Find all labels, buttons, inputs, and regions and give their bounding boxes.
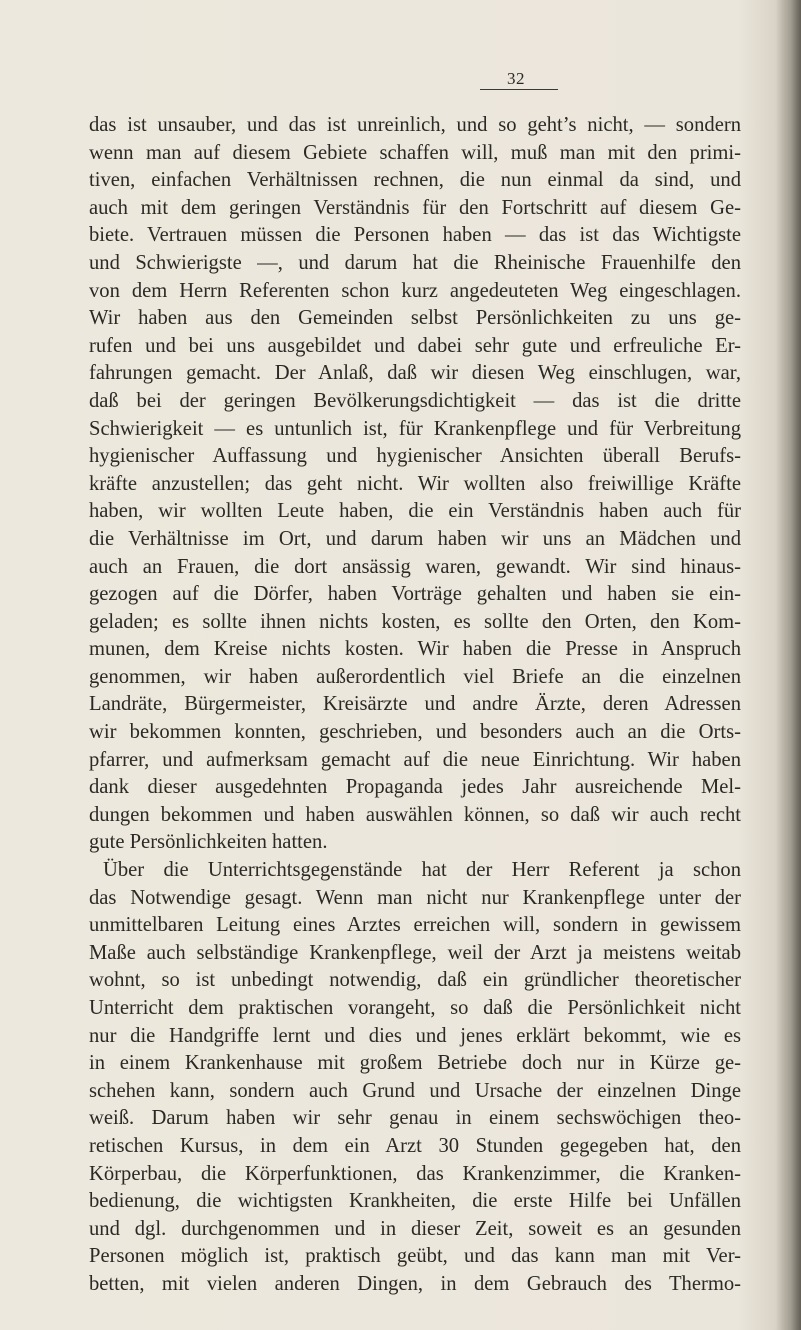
- text-line: gezogen auf die Dörfer, haben Vorträge gehalten und haben sie ein-: [89, 583, 741, 606]
- text-line: dank dieser ausgedehnten Propaganda jedes Jahr ausreichende Mel-: [89, 776, 741, 799]
- text-line: Landräte, Bürgermeister, Kreisärzte und andre Ärzte, deren Adressen: [89, 693, 741, 716]
- text-line: biete. Vertrauen müssen die Personen haben — das ist das Wichtigste: [89, 224, 741, 247]
- text-line: das ist unsauber, und das ist unreinlich, und so geht’s nicht, — sondern: [89, 114, 741, 136]
- text-line: schehen kann, sondern auch Grund und Ursache der einzelnen Dinge: [89, 1079, 741, 1102]
- text-line: gute Persönlichkeiten hatten.: [89, 831, 328, 854]
- text-line: kräfte anzustellen; das geht nicht. Wir wollten also freiwillige Kräfte: [89, 472, 741, 495]
- text-line: auch an Frauen, die dort ansässig waren, gewandt. Wir sind hinaus-: [89, 555, 741, 578]
- text-line: Unterricht dem praktischen vorangeht, so daß die Persönlichkeit nicht: [89, 997, 741, 1019]
- text-line: genommen, wir haben außerordentlich viel Briefe an die einzelnen: [89, 665, 741, 688]
- text-line: nur die Handgriffe lernt und dies und jenes erklärt bekommt, wie es: [89, 1024, 741, 1047]
- text-line: Über die Unterrichtsgegenstände hat der Herr Referent ja schon: [103, 859, 741, 882]
- text-line: tiven, einfachen Verhältnissen rechnen, die nun einmal da sind, und: [89, 169, 741, 192]
- text-line: munen, dem Kreise nichts kosten. Wir haben die Presse in Anspruch: [89, 638, 741, 661]
- page-edge-shadow: [775, 0, 801, 1330]
- text-line: Personen möglich ist, praktisch geübt, und das kann man mit Ver-: [89, 1245, 741, 1268]
- text-line: wohnt, so ist unbedingt notwendig, daß ein gründlicher theoretischer: [89, 969, 741, 992]
- text-line: unmittelbaren Leitung eines Arztes erreichen will, sondern in gewissem: [89, 914, 741, 937]
- page-number-rule: [480, 89, 558, 90]
- text-line: auch mit dem geringen Verständnis für den Fortschritt auf diesem Ge-: [89, 196, 741, 219]
- text-line: das Notwendige gesagt. Wenn man nicht nur Krankenpflege unter der: [89, 886, 741, 909]
- page-number: 32: [507, 69, 525, 88]
- text-line: hygienischer Auffassung und hygienischer Ansichten überall Berufs-: [89, 445, 741, 468]
- text-line: Maße auch selbständige Krankenpflege, weil der Arzt ja meistens weitab: [89, 941, 741, 964]
- text-line: Schwierigkeit — es untunlich ist, für Krankenpflege und für Verbreitung: [89, 417, 741, 440]
- text-line: bedienung, die wichtigsten Krankheiten, die erste Hilfe bei Unfällen: [89, 1190, 741, 1213]
- text-line: fahrungen gemacht. Der Anlaß, daß wir diesen Weg einschlugen, war,: [89, 362, 741, 385]
- text-line: haben, wir wollten Leute haben, die ein Verständnis haben auch für: [89, 500, 741, 523]
- text-line: von dem Herrn Referenten schon kurz angedeuteten Weg eingeschlagen.: [89, 279, 741, 302]
- text-line: Wir haben aus den Gemeinden selbst Persönlichkeiten zu uns ge-: [89, 307, 741, 330]
- text-line: rufen und bei uns ausgebildet und dabei sehr gute und erfreuliche Er-: [89, 334, 741, 357]
- text-line: dungen bekommen und haben auswählen können, so daß wir auch recht: [89, 803, 741, 826]
- text-line: geladen; es sollte ihnen nichts kosten, es sollte den Orten, den Kom-: [89, 610, 741, 633]
- text-line: wenn man auf diesem Gebiete schaffen will, muß man mit den primi-: [89, 141, 741, 164]
- text-line: daß bei der geringen Bevölkerungsdichtigkeit — das ist die dritte: [89, 389, 741, 412]
- text-line: Körperbau, die Körperfunktionen, das Krankenzimmer, die Kranken-: [89, 1162, 741, 1185]
- text-line: wir bekommen konnten, geschrieben, und besonders auch an die Orts-: [89, 721, 741, 744]
- body-text: [89, 112, 741, 1299]
- text-line: und dgl. durchgenommen und in dieser Zeit, soweit es an gesunden: [89, 1217, 741, 1240]
- text-line: in einem Krankenhause mit großem Betriebe doch nur in Kürze ge-: [89, 1052, 741, 1075]
- text-line: weiß. Darum haben wir sehr genau in einem sechswöchigen theo-: [89, 1107, 741, 1130]
- text-line: die Verhältnisse im Ort, und darum haben wir uns an Mädchen und: [89, 527, 741, 550]
- text-line: pfarrer, und aufmerksam gemacht auf die neue Einrichtung. Wir haben: [89, 748, 741, 771]
- text-line: und Schwierigste —, und darum hat die Rheinische Frauenhilfe den: [89, 251, 741, 274]
- text-line: retischen Kursus, in dem ein Arzt 30 Stunden gegegeben hat, den: [89, 1134, 741, 1157]
- text-line: betten, mit vielen anderen Dingen, in dem Gebrauch des Thermo-: [89, 1272, 741, 1295]
